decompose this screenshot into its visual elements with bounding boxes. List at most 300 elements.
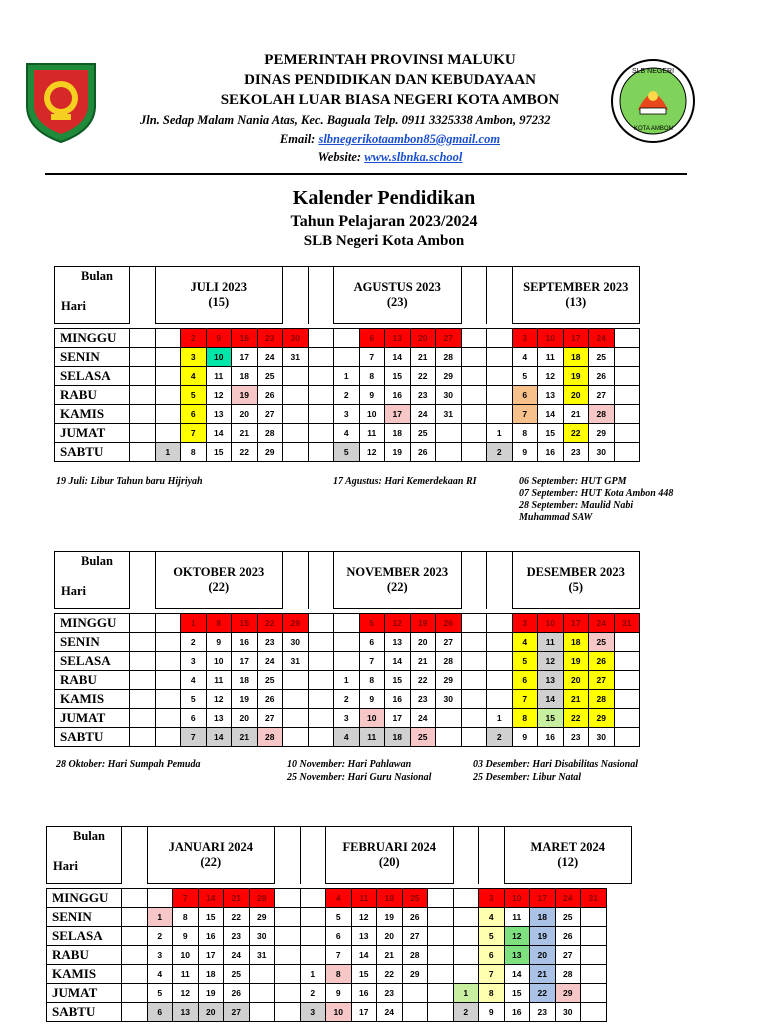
month-effective-days: (20) bbox=[378, 855, 400, 869]
empty-cell bbox=[487, 386, 513, 405]
date-cell: 12 bbox=[206, 690, 232, 709]
empty-cell bbox=[130, 424, 156, 443]
empty-cell bbox=[275, 1003, 301, 1022]
bulan-hari-header bbox=[55, 552, 130, 609]
date-cell: 11 bbox=[359, 728, 385, 747]
empty-cell bbox=[130, 690, 156, 709]
email-line bbox=[120, 132, 660, 147]
date-cell: 11 bbox=[173, 965, 199, 984]
date-cell: 31 bbox=[581, 889, 607, 908]
date-cell: 9 bbox=[359, 690, 385, 709]
date-cell: 19 bbox=[385, 443, 411, 462]
empty-cell bbox=[614, 652, 640, 671]
empty-cell bbox=[428, 927, 454, 946]
empty-cell bbox=[155, 348, 181, 367]
empty-cell bbox=[300, 908, 326, 927]
empty-cell bbox=[155, 367, 181, 386]
date-cell: 13 bbox=[173, 1003, 199, 1022]
date-cell: 2 bbox=[181, 329, 207, 348]
date-cell: 3 bbox=[479, 889, 505, 908]
day-row bbox=[47, 908, 632, 927]
date-cell: 29 bbox=[555, 984, 581, 1003]
empty-cell bbox=[334, 348, 360, 367]
date-cell: 30 bbox=[249, 927, 275, 946]
day-row bbox=[47, 927, 632, 946]
date-cell: 13 bbox=[538, 671, 564, 690]
date-cell: 26 bbox=[436, 614, 462, 633]
empty-cell bbox=[122, 889, 148, 908]
empty-cell bbox=[130, 348, 156, 367]
day-label: SENIN bbox=[55, 633, 130, 652]
day-row bbox=[55, 348, 640, 367]
date-cell: 9 bbox=[326, 984, 352, 1003]
date-cell: 21 bbox=[377, 946, 403, 965]
day-row bbox=[55, 329, 640, 348]
empty-cell bbox=[461, 329, 487, 348]
empty-cell bbox=[614, 348, 640, 367]
date-cell: 22 bbox=[224, 908, 250, 927]
empty-cell bbox=[614, 728, 640, 747]
bulan-label: Bulan bbox=[81, 554, 113, 568]
date-cell: 3 bbox=[512, 614, 538, 633]
email-link[interactable]: slbnegerikotaambon85@gmail.com bbox=[318, 132, 501, 146]
empty-cell bbox=[461, 728, 487, 747]
empty-cell bbox=[461, 652, 487, 671]
date-cell: 5 bbox=[326, 908, 352, 927]
hari-label: Hari bbox=[53, 859, 78, 873]
empty-cell bbox=[130, 405, 156, 424]
date-cell: 26 bbox=[257, 690, 283, 709]
date-cell: 6 bbox=[181, 405, 207, 424]
spacer-cell bbox=[130, 552, 156, 609]
empty-cell bbox=[122, 927, 148, 946]
empty-cell bbox=[461, 690, 487, 709]
empty-cell bbox=[487, 405, 513, 424]
date-cell: 24 bbox=[410, 405, 436, 424]
date-cell: 19 bbox=[530, 927, 556, 946]
date-cell: 11 bbox=[351, 889, 377, 908]
month-name: JANUARI 2024 bbox=[168, 840, 253, 854]
empty-cell bbox=[155, 614, 181, 633]
date-cell: 30 bbox=[436, 690, 462, 709]
empty-cell bbox=[487, 633, 513, 652]
spacer-cell bbox=[122, 827, 148, 884]
day-label: RABU bbox=[55, 386, 130, 405]
empty-cell bbox=[308, 690, 334, 709]
date-cell: 28 bbox=[249, 889, 275, 908]
date-cell: 29 bbox=[436, 671, 462, 690]
date-cell: 27 bbox=[589, 386, 615, 405]
date-cell: 29 bbox=[436, 367, 462, 386]
date-cell: 15 bbox=[351, 965, 377, 984]
school-logo-text-bottom: KOTA AMBON bbox=[634, 126, 673, 132]
day-label: SELASA bbox=[55, 652, 130, 671]
date-cell: 17 bbox=[232, 652, 258, 671]
date-cell: 15 bbox=[385, 367, 411, 386]
empty-cell bbox=[614, 386, 640, 405]
date-cell: 18 bbox=[563, 633, 589, 652]
date-cell: 25 bbox=[589, 348, 615, 367]
month-header bbox=[147, 827, 275, 884]
empty-cell bbox=[130, 652, 156, 671]
day-row bbox=[55, 709, 640, 728]
empty-cell bbox=[155, 633, 181, 652]
date-cell: 24 bbox=[589, 329, 615, 348]
page-subtitle-year: Tahun Pelajaran 2023/2024 bbox=[290, 213, 478, 230]
empty-cell bbox=[581, 984, 607, 1003]
day-row bbox=[55, 671, 640, 690]
day-row bbox=[55, 614, 640, 633]
empty-cell bbox=[308, 386, 334, 405]
day-row bbox=[55, 367, 640, 386]
empty-cell bbox=[487, 652, 513, 671]
date-cell: 9 bbox=[512, 443, 538, 462]
date-cell: 20 bbox=[232, 709, 258, 728]
empty-cell bbox=[581, 908, 607, 927]
empty-cell bbox=[402, 1003, 428, 1022]
date-cell: 27 bbox=[436, 633, 462, 652]
date-cell: 28 bbox=[257, 424, 283, 443]
date-cell: 1 bbox=[147, 908, 173, 927]
date-cell: 26 bbox=[402, 908, 428, 927]
empty-cell bbox=[130, 386, 156, 405]
date-cell: 9 bbox=[359, 386, 385, 405]
empty-cell bbox=[155, 652, 181, 671]
date-cell: 27 bbox=[257, 405, 283, 424]
date-cell: 9 bbox=[479, 1003, 505, 1022]
date-cell: 7 bbox=[479, 965, 505, 984]
empty-cell bbox=[614, 633, 640, 652]
date-cell: 16 bbox=[538, 443, 564, 462]
date-cell: 21 bbox=[410, 348, 436, 367]
date-cell: 6 bbox=[512, 671, 538, 690]
date-cell: 4 bbox=[181, 367, 207, 386]
date-cell: 24 bbox=[224, 946, 250, 965]
date-cell: 12 bbox=[504, 927, 530, 946]
empty-cell bbox=[461, 671, 487, 690]
empty-cell bbox=[155, 671, 181, 690]
empty-cell bbox=[283, 728, 309, 747]
empty-cell bbox=[155, 405, 181, 424]
date-cell: 3 bbox=[334, 405, 360, 424]
date-cell: 21 bbox=[410, 652, 436, 671]
date-cell: 18 bbox=[232, 671, 258, 690]
date-cell: 12 bbox=[359, 443, 385, 462]
note-september-2: 07 September: HUT Kota Ambon 448 bbox=[519, 488, 674, 499]
empty-cell bbox=[249, 984, 275, 1003]
school-address: Jln. Sedap Malam Nania Atas, Kec. Baguala Telp. 0911 3325338 Ambon, 97232 bbox=[140, 113, 551, 127]
empty-cell bbox=[130, 728, 156, 747]
empty-cell bbox=[436, 443, 462, 462]
date-cell: 22 bbox=[410, 671, 436, 690]
date-cell: 4 bbox=[326, 889, 352, 908]
date-cell: 14 bbox=[504, 965, 530, 984]
note-november-1: 10 November: Hari Pahlawan bbox=[287, 759, 412, 770]
date-cell: 21 bbox=[530, 965, 556, 984]
date-cell: 5 bbox=[181, 690, 207, 709]
empty-cell bbox=[614, 405, 640, 424]
date-cell: 3 bbox=[181, 348, 207, 367]
date-cell: 29 bbox=[249, 908, 275, 927]
date-cell: 7 bbox=[359, 652, 385, 671]
date-cell: 5 bbox=[147, 984, 173, 1003]
bulan-label: Bulan bbox=[73, 829, 105, 843]
date-cell: 20 bbox=[377, 927, 403, 946]
day-row bbox=[55, 405, 640, 424]
day-row bbox=[55, 424, 640, 443]
empty-cell bbox=[155, 386, 181, 405]
website-link[interactable]: www.slbnka.school bbox=[364, 150, 463, 164]
empty-cell bbox=[155, 424, 181, 443]
month-header bbox=[155, 267, 283, 324]
date-cell: 8 bbox=[173, 908, 199, 927]
date-cell: 28 bbox=[589, 690, 615, 709]
header-line-2: DINAS PENDIDIKAN DAN KEBUDAYAAN bbox=[244, 72, 536, 88]
bulan-hari-header bbox=[47, 827, 122, 884]
empty-cell bbox=[581, 946, 607, 965]
date-cell: 5 bbox=[512, 652, 538, 671]
date-cell: 4 bbox=[512, 633, 538, 652]
day-row bbox=[55, 443, 640, 462]
empty-cell bbox=[461, 367, 487, 386]
date-cell: 11 bbox=[206, 671, 232, 690]
empty-cell bbox=[308, 709, 334, 728]
date-cell: 28 bbox=[436, 652, 462, 671]
date-cell: 8 bbox=[181, 443, 207, 462]
empty-cell bbox=[581, 965, 607, 984]
date-cell: 4 bbox=[181, 671, 207, 690]
website-label: Website: bbox=[317, 150, 365, 164]
empty-cell bbox=[249, 1003, 275, 1022]
date-cell: 7 bbox=[359, 348, 385, 367]
calendar-table-1 bbox=[54, 266, 640, 462]
date-cell: 26 bbox=[589, 652, 615, 671]
empty-cell bbox=[461, 633, 487, 652]
date-cell: 17 bbox=[351, 1003, 377, 1022]
date-cell: 7 bbox=[173, 889, 199, 908]
spacer-cell bbox=[453, 827, 479, 884]
date-cell: 7 bbox=[326, 946, 352, 965]
date-cell: 30 bbox=[283, 329, 309, 348]
empty-cell bbox=[275, 889, 301, 908]
empty-cell bbox=[308, 728, 334, 747]
date-cell: 30 bbox=[589, 728, 615, 747]
empty-cell bbox=[334, 329, 360, 348]
date-cell: 23 bbox=[563, 443, 589, 462]
date-cell: 24 bbox=[555, 889, 581, 908]
day-label: SELASA bbox=[55, 367, 130, 386]
date-cell: 25 bbox=[410, 728, 436, 747]
date-cell: 26 bbox=[224, 984, 250, 1003]
date-cell: 2 bbox=[487, 728, 513, 747]
date-cell: 16 bbox=[232, 329, 258, 348]
empty-cell bbox=[275, 946, 301, 965]
month-name: DESEMBER 2023 bbox=[526, 565, 625, 579]
empty-cell bbox=[428, 984, 454, 1003]
empty-cell bbox=[300, 946, 326, 965]
date-cell: 11 bbox=[538, 348, 564, 367]
empty-cell bbox=[308, 367, 334, 386]
date-cell: 13 bbox=[385, 329, 411, 348]
day-row bbox=[47, 984, 632, 1003]
day-label: JUMAT bbox=[55, 424, 130, 443]
spacer-cell bbox=[130, 267, 156, 324]
empty-cell bbox=[300, 927, 326, 946]
date-cell: 17 bbox=[563, 614, 589, 633]
date-cell: 18 bbox=[563, 348, 589, 367]
spacer-cell bbox=[308, 267, 334, 324]
date-cell: 28 bbox=[402, 946, 428, 965]
date-cell: 7 bbox=[512, 405, 538, 424]
date-cell: 13 bbox=[351, 927, 377, 946]
date-cell: 15 bbox=[385, 671, 411, 690]
empty-cell bbox=[334, 652, 360, 671]
date-cell: 15 bbox=[538, 709, 564, 728]
date-cell: 8 bbox=[359, 367, 385, 386]
empty-cell bbox=[487, 348, 513, 367]
date-cell: 6 bbox=[326, 927, 352, 946]
month-name: MARET 2024 bbox=[530, 840, 605, 854]
empty-cell bbox=[130, 671, 156, 690]
month-name: NOVEMBER 2023 bbox=[346, 565, 449, 579]
date-cell: 6 bbox=[147, 1003, 173, 1022]
spacer-cell bbox=[461, 552, 487, 609]
empty-cell bbox=[453, 946, 479, 965]
date-cell: 15 bbox=[206, 443, 232, 462]
month-effective-days: (13) bbox=[565, 295, 587, 309]
month-effective-days: (23) bbox=[386, 295, 408, 309]
date-cell: 18 bbox=[530, 908, 556, 927]
spacer-cell bbox=[275, 827, 301, 884]
date-cell: 3 bbox=[300, 1003, 326, 1022]
date-cell: 7 bbox=[181, 728, 207, 747]
date-cell: 10 bbox=[206, 652, 232, 671]
empty-cell bbox=[308, 348, 334, 367]
date-cell: 26 bbox=[555, 927, 581, 946]
date-cell: 23 bbox=[257, 329, 283, 348]
empty-cell bbox=[461, 386, 487, 405]
date-cell: 12 bbox=[351, 908, 377, 927]
spacer-cell bbox=[283, 552, 309, 609]
date-cell: 27 bbox=[589, 671, 615, 690]
note-desember-1: 03 Desember: Hari Disabilitas Nasional bbox=[473, 759, 639, 770]
date-cell: 30 bbox=[436, 386, 462, 405]
date-cell: 22 bbox=[563, 709, 589, 728]
date-cell: 20 bbox=[563, 671, 589, 690]
empty-cell bbox=[614, 367, 640, 386]
date-cell: 28 bbox=[589, 405, 615, 424]
date-cell: 19 bbox=[563, 367, 589, 386]
empty-cell bbox=[283, 671, 309, 690]
date-cell: 12 bbox=[538, 652, 564, 671]
date-cell: 9 bbox=[512, 728, 538, 747]
date-cell: 13 bbox=[206, 709, 232, 728]
date-cell: 23 bbox=[257, 633, 283, 652]
empty-cell bbox=[275, 927, 301, 946]
empty-cell bbox=[283, 709, 309, 728]
date-cell: 19 bbox=[232, 386, 258, 405]
empty-cell bbox=[334, 633, 360, 652]
note-september-1: 06 September: HUT GPM bbox=[519, 476, 627, 487]
date-cell: 4 bbox=[334, 424, 360, 443]
date-cell: 13 bbox=[538, 386, 564, 405]
date-cell: 24 bbox=[410, 709, 436, 728]
date-cell: 24 bbox=[257, 348, 283, 367]
date-cell: 24 bbox=[377, 1003, 403, 1022]
date-cell: 29 bbox=[589, 424, 615, 443]
spacer-cell bbox=[461, 267, 487, 324]
date-cell: 16 bbox=[385, 386, 411, 405]
day-row bbox=[47, 965, 632, 984]
date-cell: 15 bbox=[232, 614, 258, 633]
empty-cell bbox=[283, 424, 309, 443]
date-cell: 27 bbox=[257, 709, 283, 728]
date-cell: 31 bbox=[249, 946, 275, 965]
day-row bbox=[55, 690, 640, 709]
date-cell: 22 bbox=[257, 614, 283, 633]
date-cell: 19 bbox=[198, 984, 224, 1003]
date-cell: 29 bbox=[402, 965, 428, 984]
date-cell: 13 bbox=[206, 405, 232, 424]
date-cell: 13 bbox=[504, 946, 530, 965]
date-cell: 23 bbox=[224, 927, 250, 946]
date-cell: 4 bbox=[147, 965, 173, 984]
empty-cell bbox=[461, 443, 487, 462]
date-cell: 5 bbox=[181, 386, 207, 405]
date-cell: 3 bbox=[512, 329, 538, 348]
date-cell: 10 bbox=[173, 946, 199, 965]
day-label: MINGGU bbox=[47, 889, 122, 908]
hari-label: Hari bbox=[61, 299, 86, 313]
date-cell: 10 bbox=[206, 348, 232, 367]
date-cell: 25 bbox=[555, 908, 581, 927]
date-cell: 1 bbox=[487, 709, 513, 728]
spacer-cell bbox=[283, 267, 309, 324]
empty-cell bbox=[487, 367, 513, 386]
date-cell: 22 bbox=[377, 965, 403, 984]
date-cell: 4 bbox=[512, 348, 538, 367]
date-cell: 21 bbox=[563, 690, 589, 709]
empty-cell bbox=[614, 709, 640, 728]
date-cell: 29 bbox=[283, 614, 309, 633]
date-cell: 10 bbox=[359, 405, 385, 424]
date-cell: 15 bbox=[198, 908, 224, 927]
date-cell: 8 bbox=[512, 709, 538, 728]
spacer-cell bbox=[479, 827, 505, 884]
empty-cell bbox=[122, 1003, 148, 1022]
header-line-3: SEKOLAH LUAR BIASA NEGERI KOTA AMBON bbox=[220, 92, 560, 108]
empty-cell bbox=[308, 652, 334, 671]
empty-cell bbox=[130, 614, 156, 633]
month-name: JULI 2023 bbox=[190, 280, 248, 294]
date-cell: 31 bbox=[614, 614, 640, 633]
day-label: MINGGU bbox=[55, 329, 130, 348]
date-cell: 19 bbox=[232, 690, 258, 709]
date-cell: 31 bbox=[283, 348, 309, 367]
hari-label: Hari bbox=[61, 584, 86, 598]
empty-cell bbox=[581, 927, 607, 946]
date-cell: 5 bbox=[334, 443, 360, 462]
date-cell: 4 bbox=[334, 728, 360, 747]
date-cell: 23 bbox=[563, 728, 589, 747]
bulan-label: Bulan bbox=[81, 269, 113, 283]
date-cell: 21 bbox=[224, 889, 250, 908]
date-cell: 27 bbox=[402, 927, 428, 946]
empty-cell bbox=[283, 367, 309, 386]
empty-cell bbox=[487, 329, 513, 348]
day-label: SABTU bbox=[47, 1003, 122, 1022]
date-cell: 26 bbox=[410, 443, 436, 462]
